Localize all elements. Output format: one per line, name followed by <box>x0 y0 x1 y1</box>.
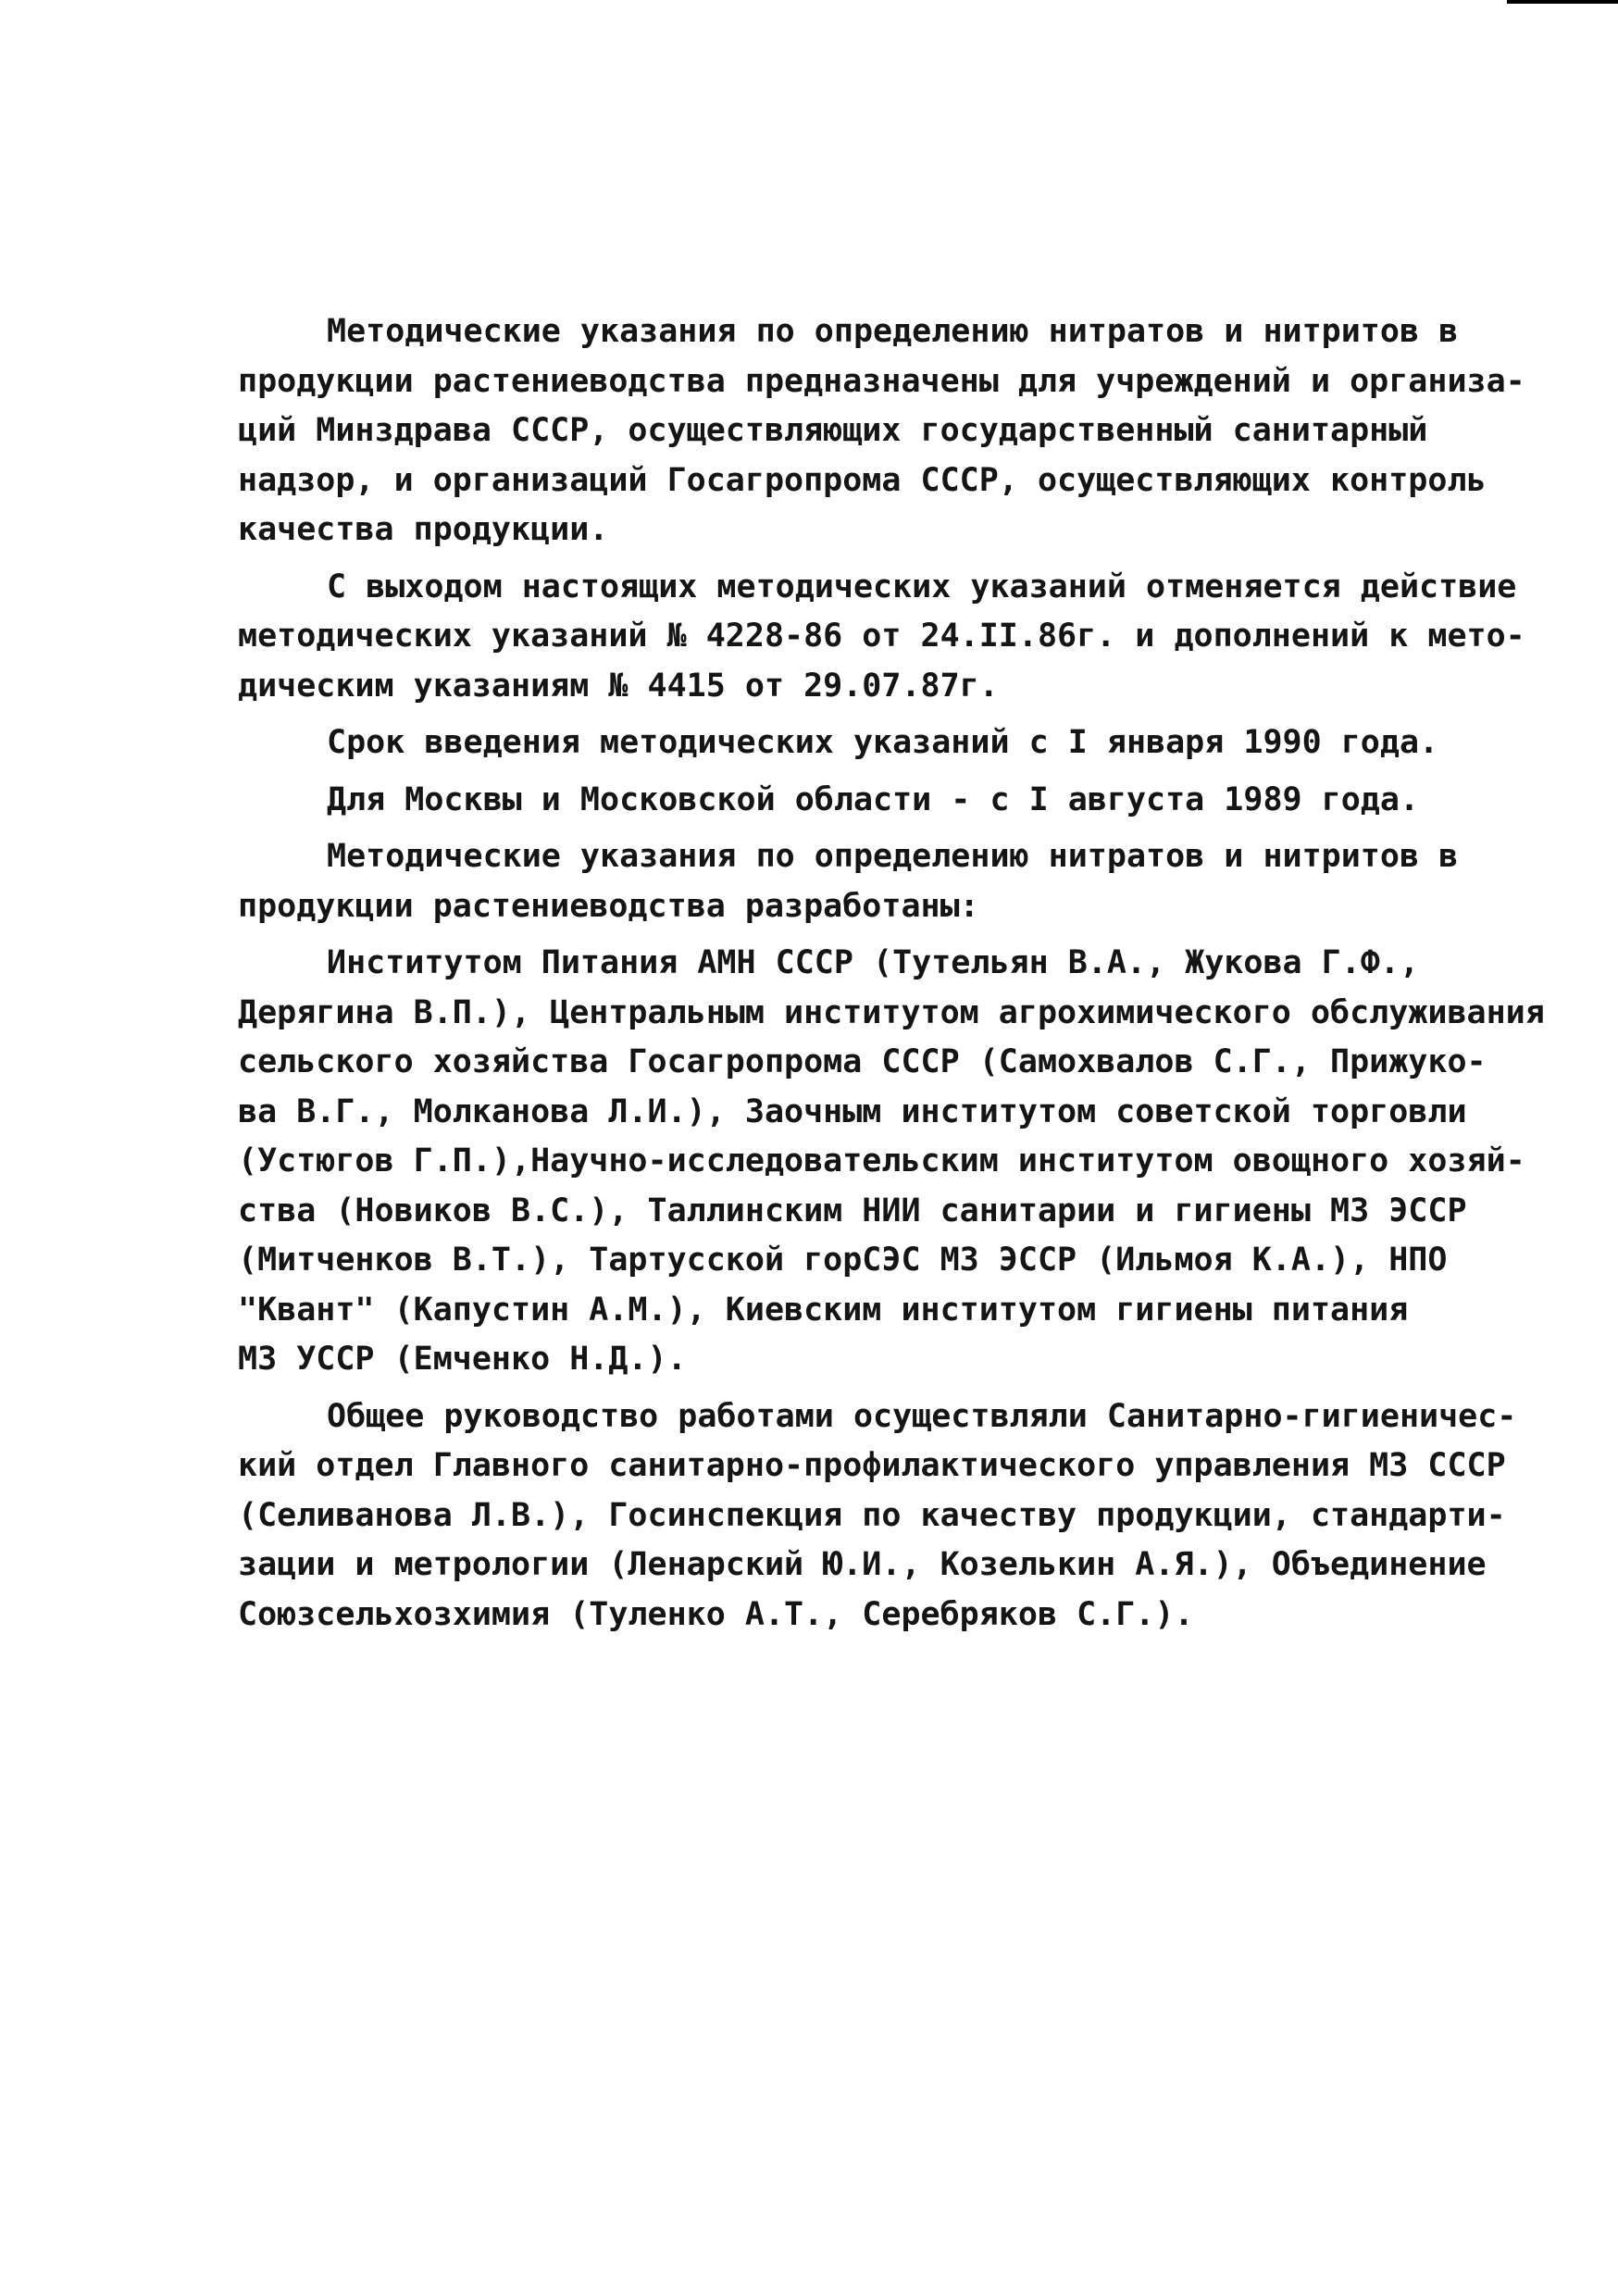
text-line: Общее руководство работами осуществляли Санитарно-гигиеничес- <box>327 1397 1517 1435</box>
paragraph-supervision <box>238 1392 1517 1641</box>
paragraph-effective-date <box>238 718 1497 768</box>
text-line: продукции растениеводства предназначены для учреждений и организа- <box>238 362 1525 400</box>
text-line: Методические указания по определению нитратов и нитритов в <box>327 313 1459 350</box>
text-line: ва В.Г., Молканова Л.И.), Заочным институтом советской торговли <box>238 1092 1467 1130</box>
text-line: продукции растениеводства разработаны: <box>238 887 979 925</box>
text-line: ций Минздрава СССР, осуществляющих государственный санитарный <box>238 412 1428 449</box>
corner-rule <box>1507 0 1618 4</box>
text-line: Союзсельхозхимия (Туленко А.Т., Серебряков С.Г.). <box>238 1595 1194 1633</box>
text-line: ства (Новиков В.С.), Таллинским НИИ санитарии и гигиены МЗ ЭССР <box>238 1192 1467 1229</box>
text-line: "Квант" (Капустин А.М.), Киевским институтом гигиены питания <box>238 1291 1409 1329</box>
text-line: Институтом Питания АМН СССР (Тутельян В.А., Жукова Г.Ф., <box>327 944 1420 981</box>
text-line: Для Москвы и Московской области - с I августа 1989 года. <box>327 780 1420 818</box>
paragraph-cancellation <box>238 563 1525 712</box>
text-line: С выходом настоящих методических указаний отменяется действие <box>327 568 1517 605</box>
text-line: методических указаний № 4228-86 от 24.II.86г. и дополнений к мето- <box>238 618 1525 655</box>
text-line: Срок введения методических указаний с I января 1990 года. <box>327 724 1439 761</box>
text-line: Дерягина В.П.), Центральным институтом агрохимического обслуживания <box>238 993 1545 1031</box>
text-line: сельского хозяйства Госагропрома СССР (Самохвалов С.Г., Прижуко- <box>238 1043 1487 1080</box>
text-line: зации и метрологии (Ленарский Ю.И., Козелькин А.Я.), Объединение <box>238 1546 1487 1583</box>
text-line: надзор, и организаций Госагропрома СССР, осуществляющих контроль <box>238 461 1487 499</box>
text-line: (Митченков В.Т.), Тартусской горСЭС МЗ ЭССР (Ильмоя К.А.), НПО <box>238 1242 1448 1279</box>
paragraph-institutes <box>238 939 1545 1385</box>
text-line: кий отдел Главного санитарно-профилактического управления МЗ СССР <box>238 1447 1506 1484</box>
paragraph-developers <box>238 832 1497 931</box>
document-body <box>238 307 1545 1640</box>
text-line: качества продукции. <box>238 511 609 548</box>
text-line: (Селиванова Л.В.), Госинспекция по качеству продукции, стандарти- <box>238 1496 1506 1534</box>
text-line: МЗ УССР (Емченко Н.Д.). <box>238 1341 687 1378</box>
text-line: дическим указаниям № 4415 от 29.07.87г. <box>238 667 999 705</box>
text-line: Методические указания по определению нитратов и нитритов в <box>327 838 1459 875</box>
paragraph-moscow-date <box>238 776 1497 826</box>
paragraph-purpose <box>238 307 1525 555</box>
text-line: (Устюгов Г.П.),Научно-исследовательским институтом овощного хозяй- <box>238 1142 1525 1179</box>
